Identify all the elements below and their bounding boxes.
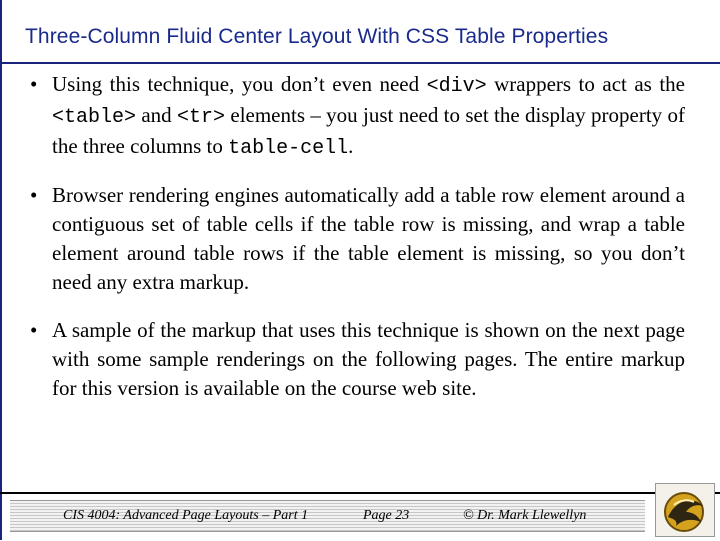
bullet-text: A sample of the markup that uses this technique is shown on the next page with some sample renderings on the following pages. The entire markup for this version is available on the course web site.	[52, 318, 685, 400]
bullet-text: Using this technique, you don’t even need	[52, 72, 427, 96]
code-text: <table>	[52, 106, 137, 129]
code-text: <div>	[426, 75, 487, 98]
code-text: <tr>	[177, 106, 226, 129]
slide-title: Three-Column Fluid Center Layout With CSS Table Properties	[25, 25, 609, 48]
footer-page-number: Page 23	[363, 508, 410, 523]
bullet-marker: •	[30, 318, 38, 342]
code-text: table-cell	[228, 137, 349, 160]
footer-author: © Dr. Mark Llewellyn	[463, 508, 587, 523]
bullet-text: wrappers to act as the	[486, 72, 685, 96]
left-rule	[0, 0, 2, 540]
footer	[0, 492, 720, 540]
bullet-marker: •	[30, 183, 38, 207]
ucf-pegasus-logo-icon	[655, 483, 715, 537]
bullet-marker: •	[30, 72, 38, 96]
bullet-text: and	[136, 103, 178, 127]
footer-rule	[0, 492, 720, 494]
bullet-text: elements – you just need to set the display property of the three columns to	[52, 103, 685, 158]
footer-course: CIS 4004: Advanced Page Layouts – Part 1	[63, 508, 309, 523]
title-bar	[0, 0, 720, 64]
bullet-item	[30, 181, 685, 297]
bullet-text: Browser rendering engines automatically add a table row element around a contiguous set of table cells if the table row is missing, and wrap a table element around table rows if the table element is missing, so you don’t need any extra markup.	[52, 183, 685, 294]
bullet-item	[30, 316, 685, 403]
bullet-item	[30, 70, 685, 163]
bullet-text: .	[348, 134, 354, 158]
bullet-list	[30, 70, 685, 421]
